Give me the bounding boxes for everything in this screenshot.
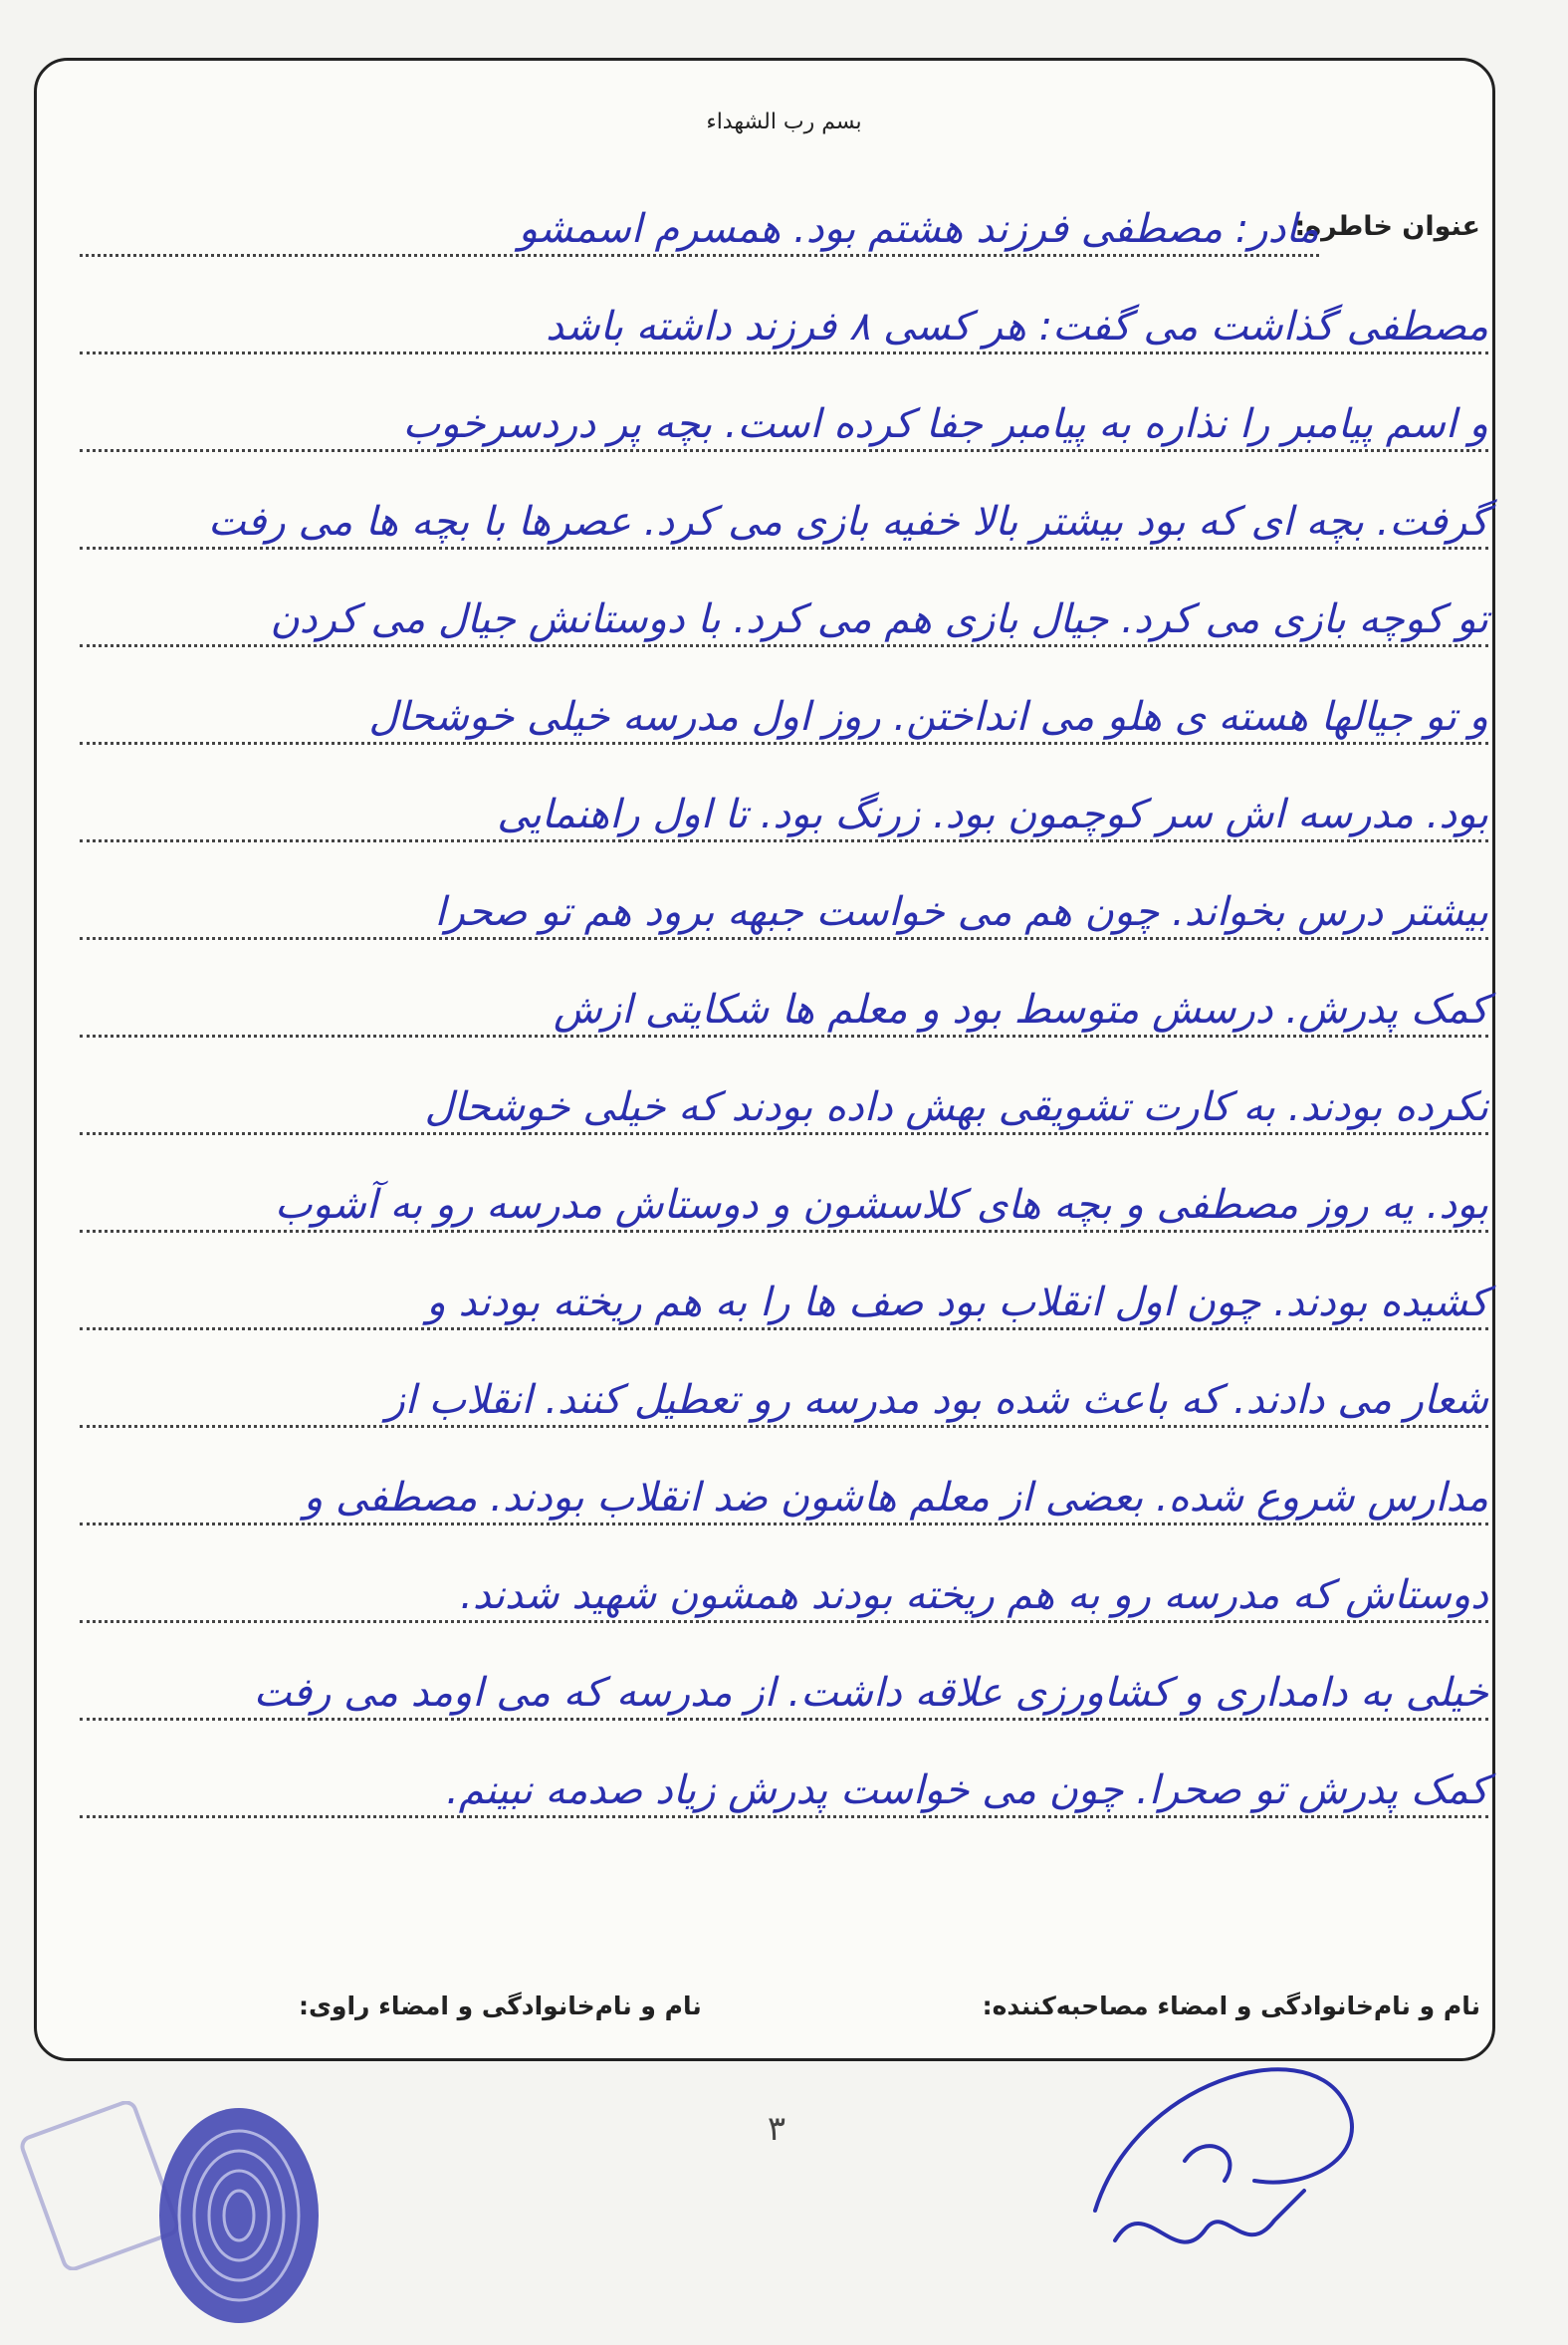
handwritten-text: و تو جیالها هسته ی هلو می انداختن. روز اول مدرسه خیلی خوشحال xyxy=(368,694,1488,740)
text-line xyxy=(80,1641,1488,1721)
handwritten-text: بود. یه روز مصطفی و بچه های کلاسشون و دوستاش مدرسه رو به آشوب xyxy=(274,1182,1488,1228)
dotted-rule xyxy=(80,1035,1488,1038)
dotted-rule xyxy=(80,1523,1488,1525)
stamp-icon xyxy=(20,2101,179,2270)
dotted-rule xyxy=(80,352,1488,354)
dotted-rule xyxy=(80,1230,1488,1233)
dotted-rule xyxy=(80,1132,1488,1135)
interviewer-signature-label: نام و نام‌خانوادگی و امضاء مصاحبه‌کننده: xyxy=(982,1992,1480,2020)
handwritten-text: بیشتر درس بخواند. چون هم می خواست جبهه برود هم تو صحرا xyxy=(434,889,1488,935)
handwritten-text: مادر: مصطفی فرزند هشتم بود. همسرم اسمشو xyxy=(518,206,1319,252)
text-line xyxy=(80,1153,1488,1233)
dotted-rule xyxy=(80,1815,1488,1818)
dotted-rule xyxy=(80,1327,1488,1330)
page-number: ۳ xyxy=(767,2109,786,2149)
handwritten-text: مصطفی گذاشت می گفت: هر کسی ۸ فرزند داشته باشد xyxy=(546,304,1488,350)
handwritten-text: و اسم پیامبر را نذاره به پیامبر جفا کرده است. بچه پر دردسرخوب xyxy=(402,401,1488,447)
narrator-signature-label: نام و نام‌خانوادگی و امضاء راوی: xyxy=(299,1992,702,2020)
handwritten-signature xyxy=(1055,2041,1374,2300)
dotted-rule xyxy=(80,742,1488,745)
signature-labels xyxy=(80,1992,1480,2031)
handwritten-text: کمک پدرش. درسش متوسط بود و معلم ها شکایتی ازش xyxy=(553,987,1488,1033)
text-line xyxy=(80,1543,1488,1623)
text-line xyxy=(80,1251,1488,1330)
handwritten-text: بود. مدرسه اش سر کوچمون بود. زرنگ بود. تا اول راهنمایی xyxy=(497,792,1488,837)
memoir-title-label: عنوان خاطره: xyxy=(1294,211,1480,242)
handwritten-text: کشیده بودند. چون اول انقلاب بود صف ها را به هم ریخته بودند و xyxy=(426,1280,1488,1325)
dotted-rule xyxy=(80,449,1488,452)
text-line xyxy=(80,275,1488,354)
page-header-title: بسم رب الشهداء xyxy=(706,110,862,134)
text-line xyxy=(80,1348,1488,1428)
handwritten-text: خیلی به دامداری و کشاورزی علاقه داشت. از مدرسه که می اومد می رفت xyxy=(253,1670,1488,1716)
dotted-rule xyxy=(80,1425,1488,1428)
handwritten-text: کمک پدرش تو صحرا. چون می خواست پدرش زیاد صدمه نبینم. xyxy=(446,1767,1488,1813)
text-line xyxy=(80,665,1488,745)
handwritten-text: نکرده بودند. به کارت تشویقی بهش داده بودند که خیلی خوشحال xyxy=(424,1084,1488,1130)
dotted-rule xyxy=(80,1620,1488,1623)
text-line xyxy=(80,958,1488,1038)
text-line xyxy=(80,568,1488,647)
dotted-rule xyxy=(80,547,1488,550)
handwritten-text: تو کوچه بازی می کرد. جیال بازی هم می کرد. با دوستانش جیال می کردن xyxy=(270,596,1488,642)
text-line xyxy=(80,763,1488,842)
handwritten-text: مدارس شروع شده. بعضی از معلم هاشون ضد انقلاب بودند. مصطفی و xyxy=(303,1475,1488,1521)
text-line xyxy=(80,470,1488,550)
dotted-rule xyxy=(80,839,1488,842)
handwritten-text: گرفت. بچه ای که بود بیشتر بالا خفیه بازی می کرد. عصرها با بچه ها می رفت xyxy=(208,499,1488,545)
handwritten-text: دوستاش که مدرسه رو به هم ریخته بودند همشون شهید شدند. xyxy=(460,1572,1488,1618)
dotted-rule xyxy=(80,254,1319,257)
text-line xyxy=(80,1055,1488,1135)
handwritten-text: شعار می دادند. که باعث شده بود مدرسه رو تعطیل کنند. انقلاب از xyxy=(385,1377,1488,1423)
text-line xyxy=(80,372,1488,452)
text-line xyxy=(80,177,1319,257)
dotted-rule xyxy=(80,1718,1488,1721)
dotted-rule xyxy=(80,644,1488,647)
text-line xyxy=(80,1446,1488,1525)
text-line xyxy=(80,1739,1488,1818)
text-line xyxy=(80,860,1488,940)
dotted-rule xyxy=(80,937,1488,940)
